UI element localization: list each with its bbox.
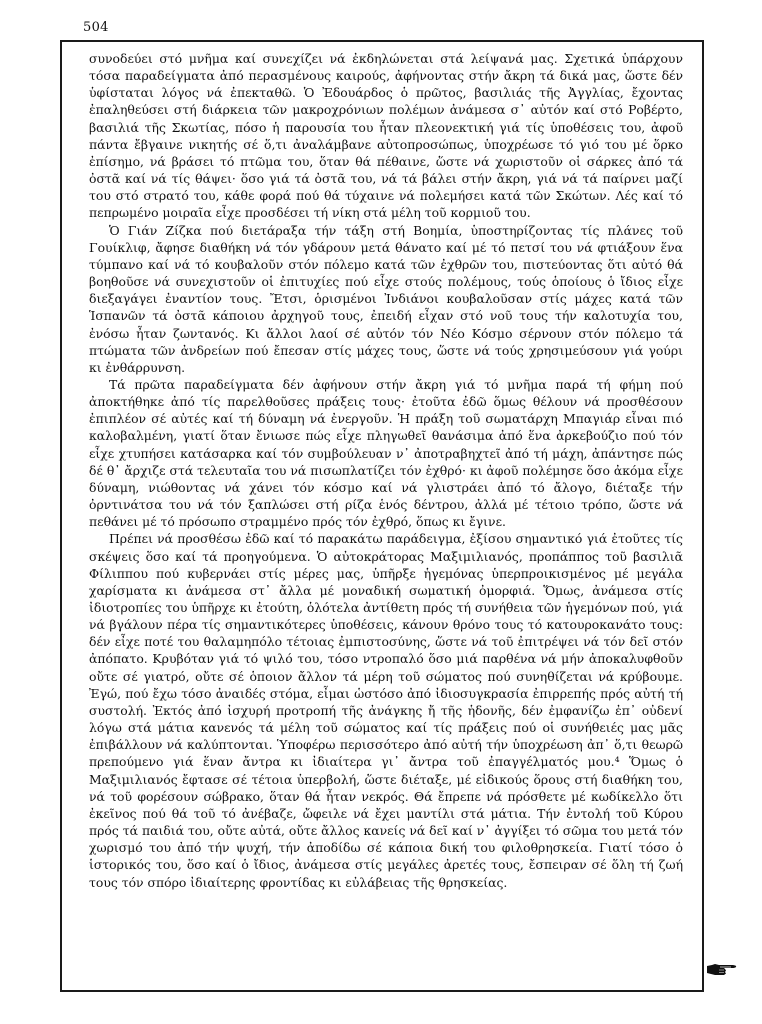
- page-number: 504: [83, 20, 109, 35]
- pointing-hand-icon: [706, 962, 738, 976]
- paragraph-2: Ὁ Γιάν Ζίζκα πού διετάραξα τήν τάξη στή Βοημία, ὑποστηρίζοντας τίς πλάνες τοῦ Γουίκλιφ, ἄφησε διαθήκη νά τόν γδάρουν μετά θάνατο καί μέ τό πετσί του νά φτιάξουν ἕνα τύμπανο καί νά τό κουβαλοῦν στόν πόλεμο κατά τῶν ἐχθρῶν του, πιστεύοντας ὅτι αὐτό θά βοηθοῦσε νά συνεχιστοῦν οἱ ἐπιτυχίες πού εἶχε στούς πολέμους, τούς ὁποίους ὁ ἴδιος εἶχε διεξαγάγει ἐναντίον τους. Ἔτσι, ὁρισμένοι Ἰνδιάνοι κουβαλοῦσαν στίς μάχες κατά τῶν Ἱσπανῶν τά ὀστᾶ κάποιου ἀρχηγοῦ τους, ἐπειδή εἶχαν στό νοῦ τους τήν καλοτυχία του, ἐνόσω ἦταν ζωντανός. Κι ἄλλοι λαοί σέ αὐτόν τόν Νέο Κόσμο σέρνουν στόν πόλεμο τά πτώματα τῶν ἀνδρείων πού ἔπεσαν στίς μάχες τους, ὥστε νά τούς χρησιμεύσουν γιά γούρι κι ἐνθάρρυνση.: [89, 222, 683, 375]
- text-body: [89, 50, 683, 891]
- paragraph-1: συνοδεύει στό μνῆμα καί συνεχίζει νά ἐκδηλώνεται στά λείψανά μας. Σχετικά ὑπάρχουν τόσα παραδείγματα ἀπό περασμένους καιρούς, ἀφήνοντας στήν ἄκρη τά δικά μας, ὥστε δέν ὑφίσταται λόγος νά ἐπεκταθῶ. Ὁ Ἐδουάρδος ὁ πρῶτος, βασιλιάς τῆς Ἀγγλίας, ἔχοντας ἐπαληθεύσει στή διάρκεια τῶν μακροχρόνιων πολέμων ἀνάμεσα σ᾿ αὐτόν καί στό Ροβέρτο, βασιλιά τῆς Σκωτίας, πόσο ἡ παρουσία του ἦταν πλεονεκτική γιά τίς ὑποθέσεις του, ἀφοῦ πάντα ἔβγαινε νικητής σέ ὅ,τι ἀναλάμβανε αὐτοπροσώπως, ὑποχρέωσε τό γιό του μέ ὅρκο ἐπίσημο, νά βράσει τό πτῶμα του, ὅταν θά πέθαινε, ὥστε νά χωριστοῦν οἱ σάρκες ἀπό τά ὀστᾶ καί νά τίς θάψει· ὅσο γιά τά ὀστᾶ του, νά τά βάλει στήν ἄκρη, γιά νά τά παίρνει μαζί του στό στρατό του, κάθε φορά πού θά τύχαινε νά πολεμήσει κατά τῶν Σκώτων. Λές καί τό πεπρωμένο μοιραῖα εἶχε προσδέσει τή νίκη στά μέλη τοῦ κορμιοῦ του.: [89, 51, 683, 221]
- paragraph-3: Τά πρῶτα παραδείγματα δέν ἀφήνουν στήν ἄκρη γιά τό μνῆμα παρά τή φήμη πού ἀποκτήθηκε ἀπό τίς παρελθοῦσες πράξεις τους· ἐτοῦτα ἐδῶ ὅμως θέλουν νά προσθέσουν ἐπιπλέον σέ αὐτές καί τή δύναμη νά ἐνεργοῦν. Ἡ πράξη τοῦ σωματάρχη Μπαγιάρ εἶναι πιό καλοβαλμένη, γιατί ὅταν ἔνιωσε πώς εἶχε πληγωθεῖ θανάσιμα ἀπό ἕνα ἀρκεβούζιο πού τόν εἶχε χτυπήσει κατάσαρκα καί τόν συμβούλευαν ν᾿ ἀποτραβηχτεῖ ἀπό τή μάχη, ἀπάντησε πώς δέ θ᾿ ἄρχιζε στά τελευταῖα του νά πισωπλατίζει τόν ἐχθρό· κι ἀφοῦ πολέμησε ὅσο ἀκόμα εἶχε δύναμη, νιώθοντας νά χάνει τόν κόσμο καί νά γλιστράει ἀπό τό ἄλογο, διέταξε τήν ὀρντινάτσα του νά τόν ξαπλώσει στή ρίζα ἑνός δέντρου, ἀλλά μέ τέτοιο τρόπο, ὥστε νά πεθάνει μέ τό πρόσωπο στραμμένο πρός τόν ἐχθρό, ὅπως κι ἔγινε.: [89, 376, 683, 530]
- paragraph-4: Πρέπει νά προσθέσω ἐδῶ καί τό παρακάτω παράδειγμα, ἐξίσου σημαντικό γιά ἐτοῦτες τίς σκέψεις ὅσο καί τά προηγούμενα. Ὁ αὐτοκράτορας Μαξιμιλιανός, προπάππος τοῦ βασιλιᾶ Φίλιππου πού κυβερνάει στίς μέρες μας, ὑπῆρξε ἡγεμόνας ὑπερπροικισμένος μέ μεγάλα χαρίσματα κι ἀνάμεσα στ᾿ ἄλλα μέ μοναδική σωματική ὀμορφιά. Ὅμως, ἀνάμεσα στίς ἰδιοτροπίες του ὑπῆρχε κι ἐτούτη, ὁλότελα ἀντίθετη πρός τή συνήθεια τῶν ἡγεμόνων πού, γιά νά βγάλουν πέρα τίς σημαντικότερες ὑποθέσεις, κάνουν θρόνο τους τό κατουροκανάτο τους: δέν εἶχε ποτέ του θαλαμηπόλο τέτοιας ἐμπιστοσύνης, ὥστε νά τοῦ ἐπιτρέψει νά τόν δεῖ στόν ἀπόπατο. Κρυβόταν γιά τό ψιλό του, τόσο ντροπαλό ὅσο μιά παρθένα νά μήν ἀποκαλυφθοῦν οὔτε σέ γιατρό, οὔτε σέ ὁποιον ἄλλον τά μέρη τοῦ σώματος πού συνηθίζεται νά κρύβουμε. Ἐγώ, πού ἔχω τόσο ἀναιδές στόμα, εἶμαι ὡστόσο ἀπό ἰδιοσυγκρασία ἐπιρρεπής πρός αὐτή τή συστολή. Ἐκτός ἀπό ἰσχυρή προτροπή τῆς ἀνάγκης ἤ τῆς ἡδονῆς, δέν ἐμφανίζω ἐπ᾿ οὐδενί λόγω στά μάτια κανενός τά μέλη τοῦ σώματος καί τίς πράξεις πού οἱ συνήθειές μας μᾶς ἐπιβάλλουν νά καλύπτονται. Ὑποφέρω περισσότερο ἀπό αὐτή τήν ὑποχρέωση ἀπ᾿ ὅ,τι θεωρῶ πρεπούμενο γιά ἕναν ἄντρα κι ἰδιαίτερα γι᾿ ἄντρα τοῦ ἐπαγγέλματός μου.⁴ Ὅμως ὁ Μαξιμιλιανός ἔφτασε σέ τέτοια ὑπερβολή, ὥστε διέταξε, μέ εἰδικούς ὅρους στή διαθήκη του, νά τοῦ φορέσουν σώβρακο, ὅταν θά ἦταν νεκρός. Θά ἔπρεπε νά πρόσθετε μέ κωδίκελλο ὅτι ἐκεῖνος πού θά τοῦ τό ἀνέβαζε, ὤφειλε νά ἔχει μαντίλι στά μάτια. Τήν ἐντολή τοῦ Κύρου πρός τά παιδιά του, οὔτε αὐτά, οὔτε ἄλλος κανείς νά δεῖ καί ν᾿ ἀγγίξει τό σῶμα του μετά τόν χωρισμό του ἀπό τήν ψυχή, τήν ἀποδίδω σέ κάποια δική του φιλοθρησκεία. Γιατί τόσο ὁ ἱστορικός του, ὅσο καί ὁ ἴδιος, ἀνάμεσα στίς μεγάλες ἀρετές τους, ἔσπειραν σέ ὅλη τή ζωή τους τόν σπόρο ἰδιαίτερης φροντίδας κι εὐλάβειας τῆς θρησκείας.: [89, 531, 683, 890]
